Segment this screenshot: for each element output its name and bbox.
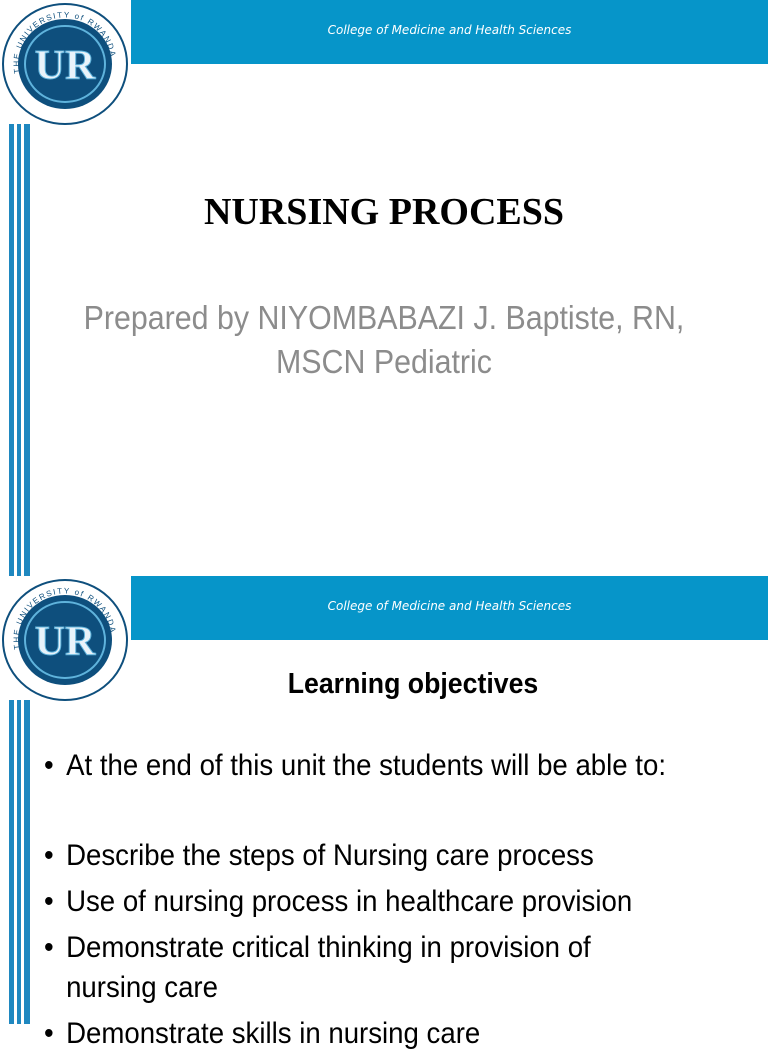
- list-item: • Describe the steps of Nursing care process: [44, 836, 688, 876]
- slide-subtitle: [68, 296, 701, 384]
- list-item: • At the end of this unit the students will be able to:: [44, 746, 688, 786]
- list-item: • Demonstrate skills in nursing care: [44, 1014, 688, 1054]
- section-title: Learning objectives: [287, 668, 539, 700]
- subtitle-line: Prepared by NIYOMBABAZI J. Baptiste, RN,: [83, 299, 685, 336]
- left-stripes: [9, 700, 31, 1024]
- subtitle-line: MSCN Pediatric: [276, 343, 492, 380]
- university-logo: [2, 3, 128, 125]
- svg-text:THE UNIVERSITY of RWANDA: THE UNIVERSITY of RWANDA: [11, 586, 118, 651]
- college-name: College of Medicine and Health Sciences: [327, 599, 572, 613]
- header-bar: [131, 576, 768, 640]
- svg-text:UR: UR: [34, 619, 96, 665]
- slide-learning-objectives: [0, 576, 768, 1050]
- college-name: College of Medicine and Health Sciences: [327, 23, 572, 37]
- svg-text:UR: UR: [34, 43, 96, 89]
- list-item: • Use of nursing process in healthcare provision: [44, 882, 688, 922]
- header-bar: [131, 0, 768, 64]
- slide-title-text: NURSING PROCESS: [203, 191, 565, 233]
- university-logo: [2, 579, 128, 701]
- svg-text:THE UNIVERSITY of RWANDA: THE UNIVERSITY of RWANDA: [11, 10, 118, 75]
- objectives-list: [44, 746, 688, 1060]
- list-item: • Demonstrate critical thinking in provision of nursing care: [44, 928, 673, 1008]
